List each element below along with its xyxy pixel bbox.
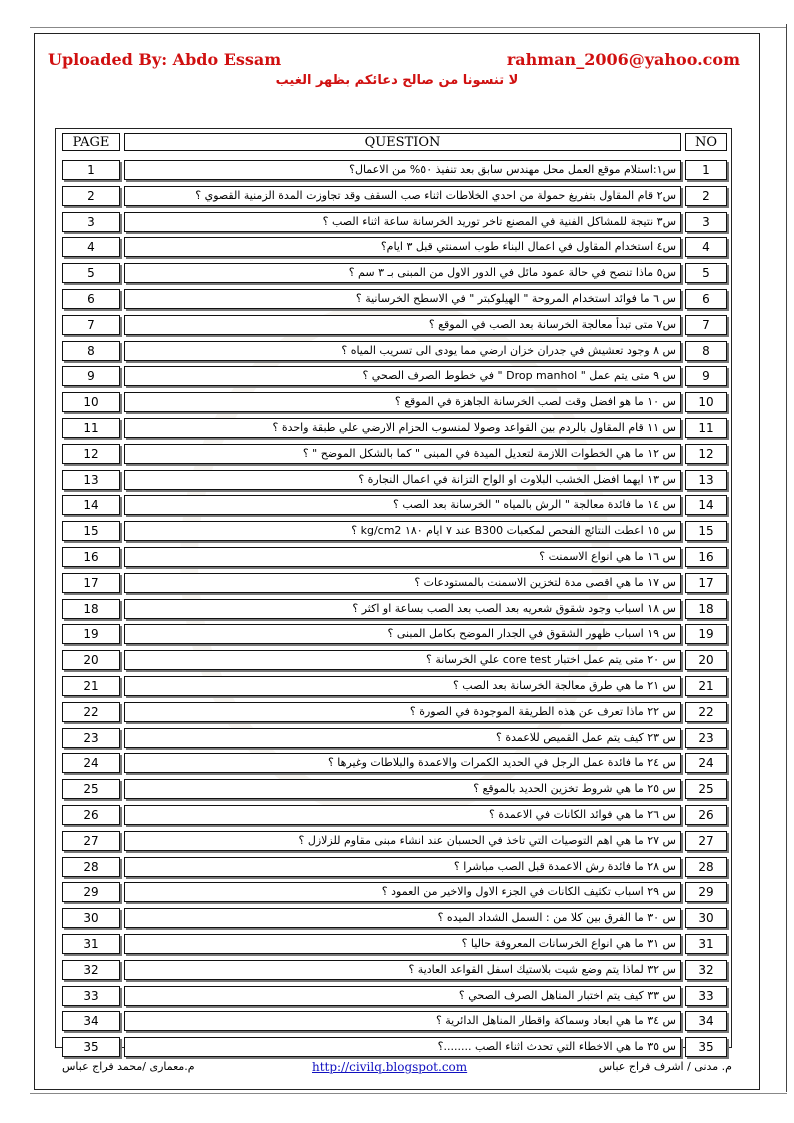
footer-engineer-credit: م. مدنى / اشرف فراج عباس [598, 1060, 732, 1073]
number-cell: 10 [685, 392, 727, 412]
table-row [0, 831, 794, 851]
question-cell: س ٢٤ ما فائدة عمل الرجل في الحديد الكمرات والاعمدة والبلاطات وغيرها ؟ [124, 753, 681, 773]
number-cell: 27 [685, 831, 727, 851]
number-cell: 20 [685, 650, 727, 670]
page-cell: 27 [62, 831, 120, 851]
page-cell: 18 [62, 599, 120, 619]
number-cell: 28 [685, 857, 727, 877]
page-cell: 8 [62, 341, 120, 361]
table-row [0, 805, 794, 825]
page-cell: 15 [62, 521, 120, 541]
number-cell: 16 [685, 547, 727, 567]
page-cell: 6 [62, 289, 120, 309]
table-row [0, 237, 794, 257]
question-cell: س ٢٦ ما هي فوائد الكانات في الاعمدة ؟ [124, 805, 681, 825]
table-row [0, 986, 794, 1006]
prayer-line: لا تنسونا من صالح دعائكم بظهر الغيب [275, 73, 519, 88]
question-cell: س ٣١ ما هي انواع الخرسانات المعروفة حاليا ؟ [124, 934, 681, 954]
contact-email: rahman_2006@yahoo.com [506, 50, 740, 69]
page-cell: 1 [62, 160, 120, 180]
number-cell: 6 [685, 289, 727, 309]
table-row [0, 495, 794, 515]
page-cell: 13 [62, 470, 120, 490]
page-cell: 28 [62, 857, 120, 877]
page-cell: 17 [62, 573, 120, 593]
column-header-question: QUESTION [124, 133, 681, 151]
page-cell: 34 [62, 1011, 120, 1031]
table-row [0, 702, 794, 722]
question-cell: س ١٦ ما هي انواع الاسمنت ؟ [124, 547, 681, 567]
question-cell: س ٣٢ لماذا يتم وضع شيت بلاستيك اسفل القواعد العادية ؟ [124, 960, 681, 980]
table-row [0, 418, 794, 438]
question-cell: س ٩ متى يتم عمل " Drop manhol " في خطوط الصرف الصحي ؟ [124, 366, 681, 386]
question-cell: س ١٠ ما هو افضل وقت لصب الخرسانة الجاهزة في الموقع ؟ [124, 392, 681, 412]
number-cell: 35 [685, 1037, 727, 1057]
table-row [0, 263, 794, 283]
table-row [0, 547, 794, 567]
number-cell: 30 [685, 908, 727, 928]
number-cell: 19 [685, 624, 727, 644]
question-cell: س٥ ماذا تنصح في حالة عمود مائل في الدور الاول من المبنى بـ ٣ سم ؟ [124, 263, 681, 283]
number-cell: 2 [685, 186, 727, 206]
footer-architect-credit: م.معمارى /محمد فراج عباس [62, 1060, 195, 1073]
number-cell: 25 [685, 779, 727, 799]
page-cell: 32 [62, 960, 120, 980]
page-cell: 33 [62, 986, 120, 1006]
number-cell: 24 [685, 753, 727, 773]
question-cell: س ١٧ ما هي اقصى مدة لتخزين الاسمنت بالمستودعات ؟ [124, 573, 681, 593]
number-cell: 4 [685, 237, 727, 257]
column-header-no: NO [685, 133, 727, 151]
page-cell: 25 [62, 779, 120, 799]
number-cell: 8 [685, 341, 727, 361]
question-cell: س ٦ ما فوائد استخدام المروحة " الهيلوكبتر " في الاسطح الخرسانية ؟ [124, 289, 681, 309]
question-cell: س ٣٣ كيف يتم اختبار المناهل الصرف الصحي ؟ [124, 986, 681, 1006]
column-header-page: PAGE [62, 133, 120, 151]
number-cell: 15 [685, 521, 727, 541]
table-row [0, 676, 794, 696]
number-cell: 18 [685, 599, 727, 619]
table-row [0, 624, 794, 644]
page-bottom-rule [30, 1093, 787, 1094]
question-cell: س ٢٩ اسباب تكثيف الكانات في الجزء الاول والاخير من العمود ؟ [124, 882, 681, 902]
question-cell: س ٢٧ ما هي اهم التوصيات التي تاخذ في الحسبان عند انشاء مبنى مقاوم للزلازل ؟ [124, 831, 681, 851]
table-row [0, 289, 794, 309]
footer-blog-link[interactable]: http://civilq.blogspot.com [312, 1060, 468, 1074]
question-cell: س ٢٣ كيف يتم عمل القميص للاعمدة ؟ [124, 728, 681, 748]
question-cell: س ١٢ ما هي الخطوات اللازمة لتعديل الميدة في المبنى " كما بالشكل الموضح " ؟ [124, 444, 681, 464]
page-cell: 24 [62, 753, 120, 773]
question-cell: س ١٩ اسباب ظهور الشقوق في الجدار الموضح بكامل المبنى ؟ [124, 624, 681, 644]
page-cell: 29 [62, 882, 120, 902]
number-cell: 33 [685, 986, 727, 1006]
question-cell: س ١٤ ما فائدة معالجة " الرش بالمياه " الخرسانة بعد الصب ؟ [124, 495, 681, 515]
number-cell: 3 [685, 212, 727, 232]
table-row [0, 392, 794, 412]
number-cell: 26 [685, 805, 727, 825]
question-cell: س ١٣ ايهما افضل الخشب البلاوت او الواح التزانة في اعمال النجارة ؟ [124, 470, 681, 490]
question-cell: س٧ متى تبدأ معالجة الخرسانة بعد الصب في الموقع ؟ [124, 315, 681, 335]
page-cell: 4 [62, 237, 120, 257]
question-cell: س ٨ وجود تعشيش في جدران خزان ارضي مما يودى الى تسريب المياه ؟ [124, 341, 681, 361]
page-cell: 2 [62, 186, 120, 206]
page-cell: 35 [62, 1037, 120, 1057]
question-cell: س ٢١ ما هي طرق معالجة الخرسانة بعد الصب ؟ [124, 676, 681, 696]
page-cell: 20 [62, 650, 120, 670]
table-row [0, 1011, 794, 1031]
uploader-credit: Uploaded By: Abdo Essam [48, 50, 282, 69]
table-row [0, 779, 794, 799]
table-row [0, 470, 794, 490]
number-cell: 34 [685, 1011, 727, 1031]
table-row [0, 728, 794, 748]
question-cell: س١:استلام موقع العمل محل مهندس سابق بعد تنفيذ ٥٠% من الاعمال؟ [124, 160, 681, 180]
question-cell: س ١٥ اعطت النتائج الفحص لمكعبات B300 عند ٧ ايام ١٨٠ kg/cm2 ؟ [124, 521, 681, 541]
number-cell: 31 [685, 934, 727, 954]
page-top-rule [30, 27, 787, 28]
page-cell: 19 [62, 624, 120, 644]
page-cell: 26 [62, 805, 120, 825]
page-cell: 11 [62, 418, 120, 438]
page-cell: 3 [62, 212, 120, 232]
table-row [0, 857, 794, 877]
question-cell: س٢ قام المقاول بتفريغ حمولة من احدي الخلاطات اثناء صب السقف وقد تجاوزت المدة الزمنية القصوي ؟ [124, 186, 681, 206]
page-cell: 5 [62, 263, 120, 283]
question-cell: س٣ نتيجة للمشاكل الفنية في المصنع تاخر توريد الخرسانة ساعة اثناء الصب ؟ [124, 212, 681, 232]
table-row [0, 908, 794, 928]
number-cell: 17 [685, 573, 727, 593]
table-row [0, 573, 794, 593]
number-cell: 14 [685, 495, 727, 515]
table-row [0, 882, 794, 902]
page-cell: 7 [62, 315, 120, 335]
table-row [0, 341, 794, 361]
page-cell: 9 [62, 366, 120, 386]
number-cell: 29 [685, 882, 727, 902]
number-cell: 7 [685, 315, 727, 335]
number-cell: 11 [685, 418, 727, 438]
number-cell: 9 [685, 366, 727, 386]
page-cell: 12 [62, 444, 120, 464]
page-cell: 23 [62, 728, 120, 748]
table-row [0, 934, 794, 954]
question-cell: س ٣٠ ما الفرق بين كلا من : السمل الشداد الميده ؟ [124, 908, 681, 928]
number-cell: 21 [685, 676, 727, 696]
number-cell: 32 [685, 960, 727, 980]
table-row [0, 212, 794, 232]
table-row [0, 753, 794, 773]
page-cell: 22 [62, 702, 120, 722]
table-row [0, 444, 794, 464]
question-cell: س ٣٥ ما هي الاخطاء التي تحدث اثناء الصب ........؟ [124, 1037, 681, 1057]
question-cell: س٤ استخدام المقاول في اعمال البناء طوب اسمنتي قبل ٣ ايام؟ [124, 237, 681, 257]
page-cell: 10 [62, 392, 120, 412]
table-row [0, 599, 794, 619]
table-row [0, 186, 794, 206]
question-cell: س ٢٨ ما فائدة رش الاعمدة قبل الصب مباشرا ؟ [124, 857, 681, 877]
question-cell: س ٣٤ ما هي ابعاد وسماكة واقطار المناهل الدائرية ؟ [124, 1011, 681, 1031]
question-cell: س ١٨ اسباب وجود شقوق شعريه بعد الصب بعد الصب بساعة او اكثر ؟ [124, 599, 681, 619]
question-cell: س ٢٢ ماذا تعرف عن هذه الطريقة الموجودة في الصورة ؟ [124, 702, 681, 722]
table-row [0, 315, 794, 335]
table-row [0, 960, 794, 980]
question-cell: س ٢٠ متى يتم عمل اختبار core test علي الخرسانة ؟ [124, 650, 681, 670]
question-cell: س ٢٥ ما هي شروط تخزين الحديد بالموقع ؟ [124, 779, 681, 799]
table-row [0, 160, 794, 180]
page-cell: 14 [62, 495, 120, 515]
number-cell: 5 [685, 263, 727, 283]
number-cell: 13 [685, 470, 727, 490]
table-row [0, 521, 794, 541]
number-cell: 23 [685, 728, 727, 748]
number-cell: 22 [685, 702, 727, 722]
number-cell: 12 [685, 444, 727, 464]
question-cell: س ١١ قام المقاول بالردم بين القواعد وصولا لمنسوب الحزام الارضي علي طبقة واحدة ؟ [124, 418, 681, 438]
page-cell: 21 [62, 676, 120, 696]
page-cell: 31 [62, 934, 120, 954]
table-row [0, 1037, 794, 1057]
table-row [0, 366, 794, 386]
page-cell: 16 [62, 547, 120, 567]
number-cell: 1 [685, 160, 727, 180]
table-row [0, 650, 794, 670]
page-cell: 30 [62, 908, 120, 928]
